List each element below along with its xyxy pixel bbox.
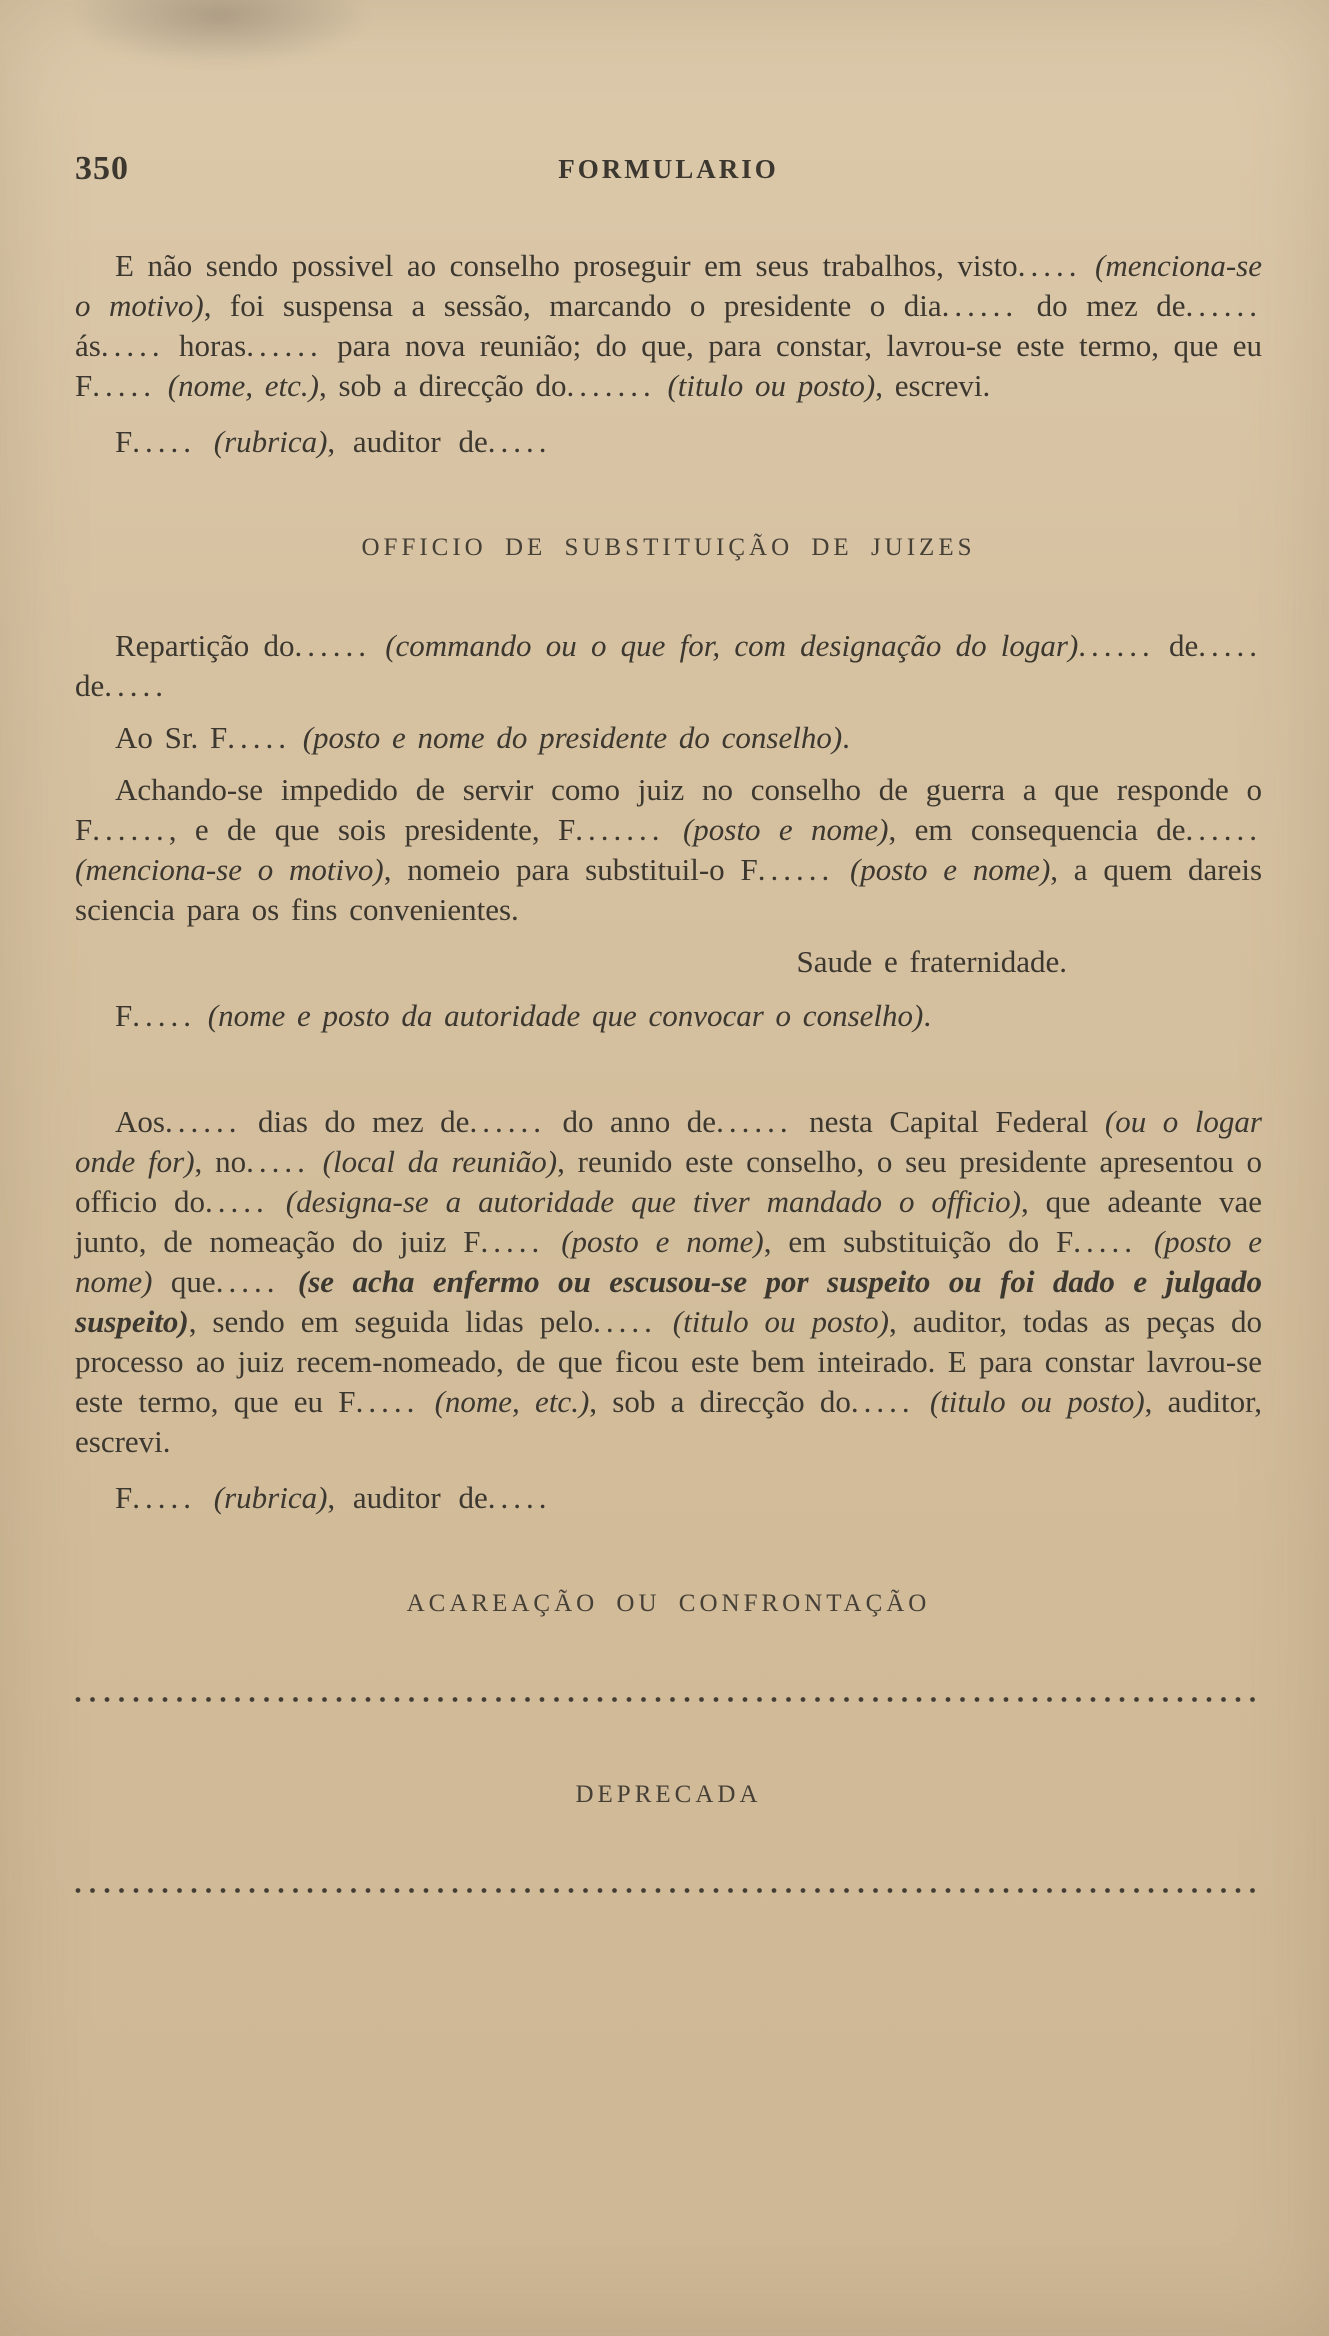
form-paragraph: F..... (nome e posto da autoridade que convocar o conselho). — [115, 998, 932, 1033]
blank-leader-dots: ..... — [104, 668, 169, 703]
blank-leader-dots: ...... — [246, 328, 323, 363]
blank-leader-dots: ...... — [1078, 628, 1155, 663]
blank-leader-dots: ..... — [92, 368, 156, 403]
page-number: 350 — [75, 150, 129, 187]
section-heading: ACAREAÇÃO OU CONFRONTAÇÃO — [406, 1590, 931, 1617]
blank-leader-dots: ..... — [100, 328, 165, 363]
closing-salutation: Saude e fraternidade. — [796, 944, 1067, 979]
blank-leader-dots: ..... — [1198, 628, 1263, 663]
blank-leader-dots: ...... — [716, 1104, 793, 1139]
page-body — [75, 246, 1262, 1894]
blank-leader-dots: ...... — [294, 628, 371, 663]
blank-leader-dots: ..... — [132, 998, 196, 1033]
blank-leader-dots: ...... — [757, 852, 835, 887]
blank-leader-dots: ...... — [1185, 812, 1263, 847]
blank-leader-dots: ..... — [132, 1480, 196, 1515]
form-paragraph: Achando-se impedido de servir como juiz no conselho de guerra a que responde o F......, e de que sois presidente, F....... (posto e nome), em consequencia de...... (menciona-se o motivo), nomeio para substituil-o F...... (posto e nome), a quem dareis sciencia para os fins convenientes. — [75, 772, 1263, 927]
blank-leader-dots: ..... — [215, 1264, 280, 1299]
blank-leader-dots: ..... — [1073, 1224, 1137, 1259]
blank-leader-dots: ...... — [164, 1104, 242, 1139]
blank-leader-dots: ..... — [205, 1184, 269, 1219]
blank-leader-dots: ..... — [480, 1224, 545, 1259]
blank-leader-dots: ...... — [469, 1104, 546, 1139]
scan-smudge — [70, 0, 370, 66]
signature-line: F..... (rubrica), auditor de..... — [115, 424, 552, 459]
signature-line: F..... (rubrica), auditor de..... — [115, 1480, 552, 1515]
blank-leader-dots: ....... — [566, 368, 656, 403]
blank-leader-dots: ...... — [941, 288, 1019, 323]
blank-leader-dots: ..... — [132, 424, 196, 459]
page-header — [75, 150, 1262, 196]
blank-leader-dots: ..... — [487, 424, 552, 459]
blank-leader-dots: ...... — [1185, 288, 1263, 323]
blank-leader-dots: ....... — [575, 812, 665, 847]
blank-leader-dots: ..... — [593, 1304, 657, 1339]
form-paragraph: Ao Sr. F..... (posto e nome do presidente do conselho). — [115, 720, 850, 755]
form-paragraph: Aos...... dias do mez de...... do anno de...... nesta Capital Federal (ou o logar onde for), no..... (local da reunião), reunido este conselho, o seu presidente apresentou o officio do..... (designa-se a autoridade que tiver mandado o officio), que adeante vae junto, de nomeação do juiz F..... (posto e nome), em substituição do F..... (posto e nome) que..... (se acha enfermo ou escusou-se por suspeito ou foi dado e julgado suspeito), sendo em seguida lidas pelo..... (titulo ou posto), auditor, todas as peças do processo ao juiz recem-nomeado, de que ficou este bem inteirado. E para constar lavrou-se este termo, que eu F..... (nome, etc.), sob a direcção do..... (titulo ou posto), auditor, escrevi. — [75, 1104, 1263, 1459]
section-heading: OFFICIO DE SUBSTITUIÇÃO DE JUIZES — [361, 534, 976, 561]
blank-leader-dots: ...... — [92, 812, 169, 847]
dotted-blank-line — [75, 1696, 1262, 1703]
section-heading: DEPRECADA — [575, 1781, 762, 1808]
dotted-blank-line — [75, 1887, 1262, 1894]
blank-leader-dots: ..... — [246, 1144, 310, 1179]
blank-leader-dots: ..... — [1017, 248, 1082, 283]
form-paragraph: Repartição do...... (commando ou o que for, com designação do logar)...... de..... de..... — [75, 628, 1263, 703]
running-title: FORMULARIO — [558, 154, 779, 184]
blank-leader-dots: ..... — [227, 720, 291, 755]
blank-leader-dots: ..... — [355, 1384, 420, 1419]
form-paragraph: E não sendo possivel ao conselho proseguir em seus trabalhos, visto..... (menciona-se o motivo), foi suspensa a sessão, marcando o presidente o dia...... do mez de...... ás..... horas...... para nova reunião; do que, para constar, lavrou-se este termo, que eu F..... (nome, etc.), sob a direcção do....... (titulo ou posto), escrevi. — [75, 248, 1263, 403]
blank-leader-dots: ..... — [487, 1480, 552, 1515]
blank-leader-dots: ..... — [850, 1384, 915, 1419]
